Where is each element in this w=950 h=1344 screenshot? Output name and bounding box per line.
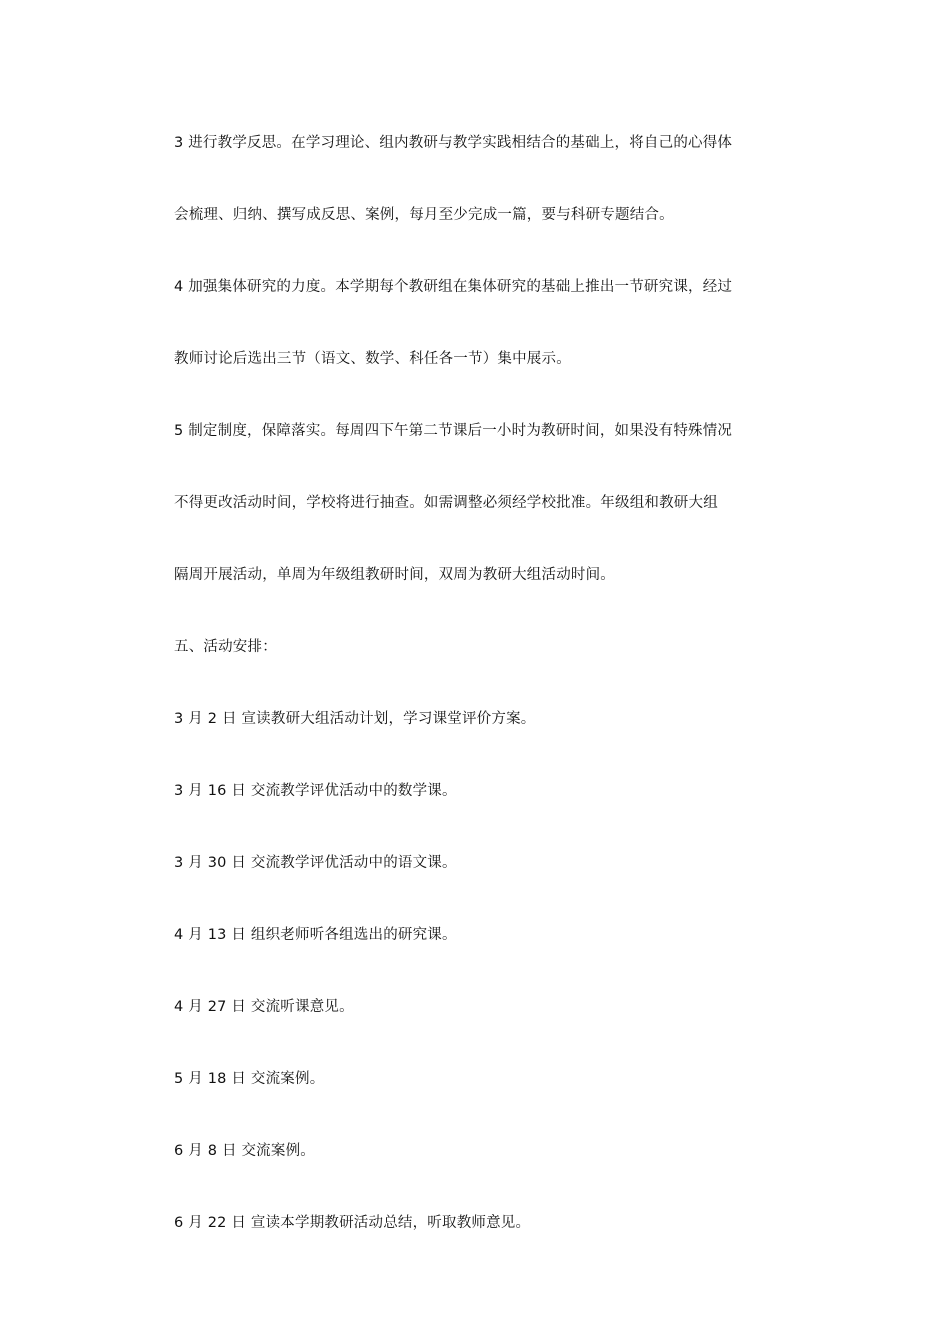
schedule-item: 6 月 22 日 宣读本学期教研活动总结，听取教师意见。 — [174, 1215, 531, 1231]
paragraph-line: 5 制定制度，保障落实。每周四下午第二节课后一小时为教研时间，如果没有特殊情况 — [174, 423, 733, 439]
paragraph-line: 会梳理、归纳、撰写成反思、案例，每月至少完成一篇，要与科研专题结合。 — [174, 207, 674, 223]
paragraph-line: 4 加强集体研究的力度。本学期每个教研组在集体研究的基础上推出一节研究课，经过 — [174, 279, 733, 295]
schedule-item: 4 月 13 日 组织老师听各组选出的研究课。 — [174, 927, 457, 943]
paragraph-line: 不得更改活动时间，学校将进行抽查。如需调整必须经学校批准。年级组和教研大组 — [174, 495, 718, 511]
schedule-item: 4 月 27 日 交流听课意见。 — [174, 999, 354, 1015]
schedule-item: 3 月 2 日 宣读教研大组活动计划，学习课堂评价方案。 — [174, 711, 536, 727]
schedule-item: 5 月 18 日 交流案例。 — [174, 1071, 325, 1087]
schedule-item: 6 月 8 日 交流案例。 — [174, 1143, 315, 1159]
schedule-item: 3 月 30 日 交流教学评优活动中的语文课。 — [174, 855, 457, 871]
paragraph-line: 3 进行教学反思。在学习理论、组内教研与教学实践相结合的基础上，将自己的心得体 — [174, 135, 733, 151]
schedule-item: 3 月 16 日 交流教学评优活动中的数学课。 — [174, 783, 457, 799]
section-heading: 五、活动安排： — [174, 639, 277, 655]
paragraph-line: 教师讨论后选出三节（语文、数学、科任各一节）集中展示。 — [174, 351, 571, 367]
paragraph-line: 隔周开展活动，单周为年级组教研时间，双周为教研大组活动时间。 — [174, 567, 615, 583]
